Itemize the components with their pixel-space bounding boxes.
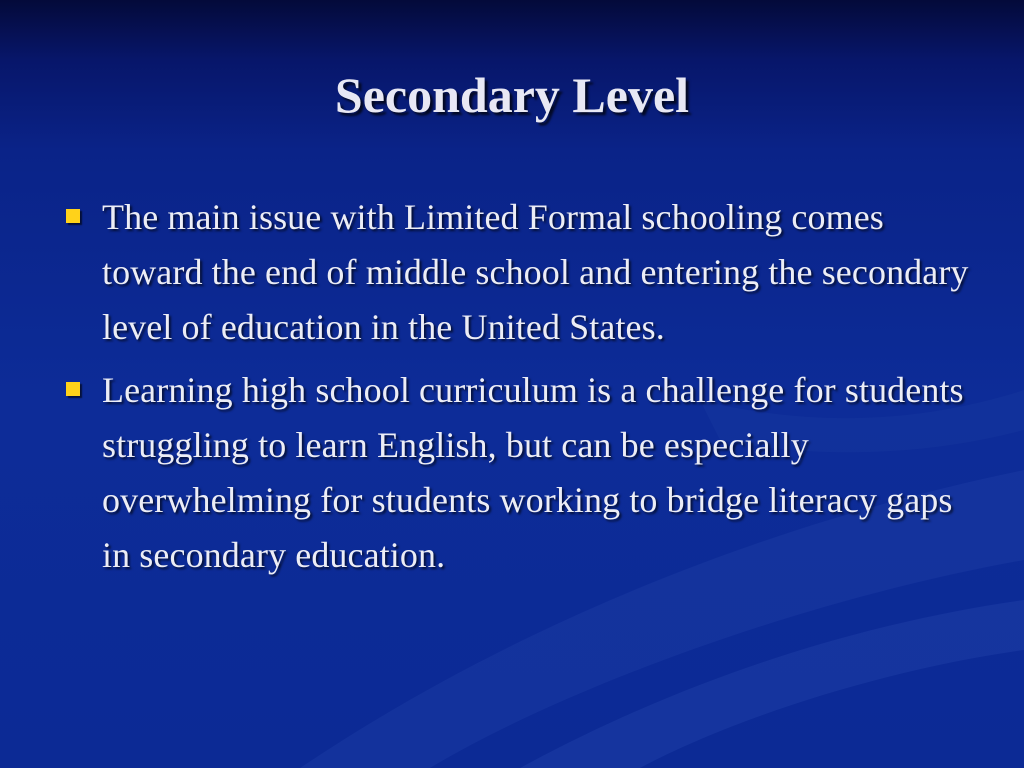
square-bullet-icon [66,382,80,396]
bullet-item [62,190,982,355]
bullet-text: The main issue with Limited Formal schooling comes toward the end of middle school and entering the secondary level of education in the United States. [102,197,969,347]
bullet-list [62,190,982,591]
square-bullet-icon [66,209,80,223]
bullet-item [62,363,982,583]
bullet-text: Learning high school curriculum is a challenge for students struggling to learn English, but can be especially overwhelming for students working to bridge literacy gaps in secondary education. [102,370,964,575]
slide-title: Secondary Level [334,67,690,123]
